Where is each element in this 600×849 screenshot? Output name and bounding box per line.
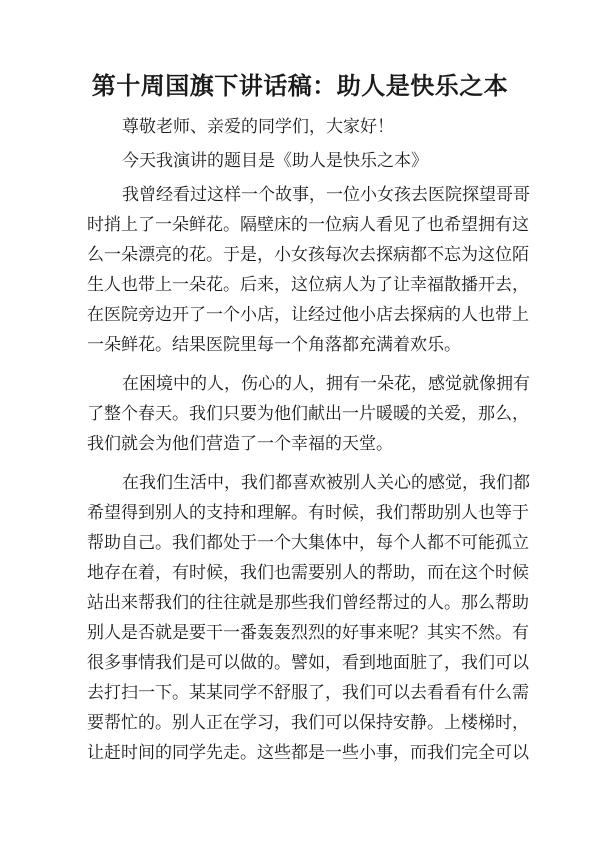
paragraph-line: 尊敬老师、亲爱的同学们，大家好！ [122, 117, 394, 137]
paragraph-line: 在困境中的人，伤心的人，拥有一朵花，感觉就像拥有 [122, 374, 530, 394]
paragraph-line: 站出来帮我们的往往就是那些我们曾经帮过的人。那么帮助 [87, 593, 529, 613]
paragraph-line: 今天我演讲的题目是《助人是快乐之本》 [122, 151, 428, 171]
paragraph-line: 在医院旁边开了一个小店，让经过他小店去探病的人也带上 [87, 305, 529, 325]
paragraph-line: 么一朵漂亮的花。于是，小女孩每次去探病都不忘为这位陌 [87, 245, 529, 265]
paragraph-topic [87, 146, 520, 176]
paragraph-line: 很多事情我们是可以做的。譬如，看到地面脏了，我们可以 [87, 653, 529, 673]
paragraph-line: 生人也带上一朵花。后来，这位病人为了让幸福散播开去， [87, 275, 529, 295]
paragraph-line: 时捎上了一朵鲜花。隔壁床的一位病人看见了也希望拥有这 [87, 215, 529, 235]
paragraph-line: 让赶时间的同学先走。这些都是一些小事，而我们完全可以 [87, 743, 529, 763]
paragraph-greeting [87, 112, 520, 142]
document-title: 第十周国旗下讲话稿：助人是快乐之本 [91, 71, 509, 100]
paragraph-line: 一朵鲜花。结果医院里每一个角落都充满着欢乐。 [87, 335, 461, 355]
paragraph-line: 别人是否就是要干一番轰轰烈烈的好事来呢？其实不然。有 [87, 623, 529, 643]
paragraph-line: 在我们生活中，我们都喜欢被别人关心的感觉，我们都 [122, 473, 530, 493]
paragraph-line: 了整个春天。我们只要为他们献出一片暖暖的关爱，那么， [87, 404, 529, 424]
paragraph-line: 地存在着，有时候，我们也需要别人的帮助，而在这个时候 [87, 563, 529, 583]
paragraph-story [87, 180, 530, 360]
paragraph-line: 去打扫一下。某某同学不舒服了，我们可以去看看有什么需 [87, 683, 529, 703]
paragraph-life [87, 468, 530, 768]
paragraph-line: 要帮忙的。别人正在学习，我们可以保持安静。上楼梯时， [87, 713, 529, 733]
paragraph-line: 我们就会为他们营造了一个幸福的天堂。 [87, 434, 393, 454]
paragraph-line: 希望得到别人的支持和理解。有时候，我们帮助别人也等于 [87, 503, 529, 523]
document-body [87, 112, 530, 777]
paragraph-spring [87, 369, 530, 459]
paragraph-line: 帮助自己。我们都处于一个大集体中，每个人都不可能孤立 [87, 533, 529, 553]
paragraph-line: 我曾经看过这样一个故事，一位小女孩去医院探望哥哥 [122, 185, 530, 205]
